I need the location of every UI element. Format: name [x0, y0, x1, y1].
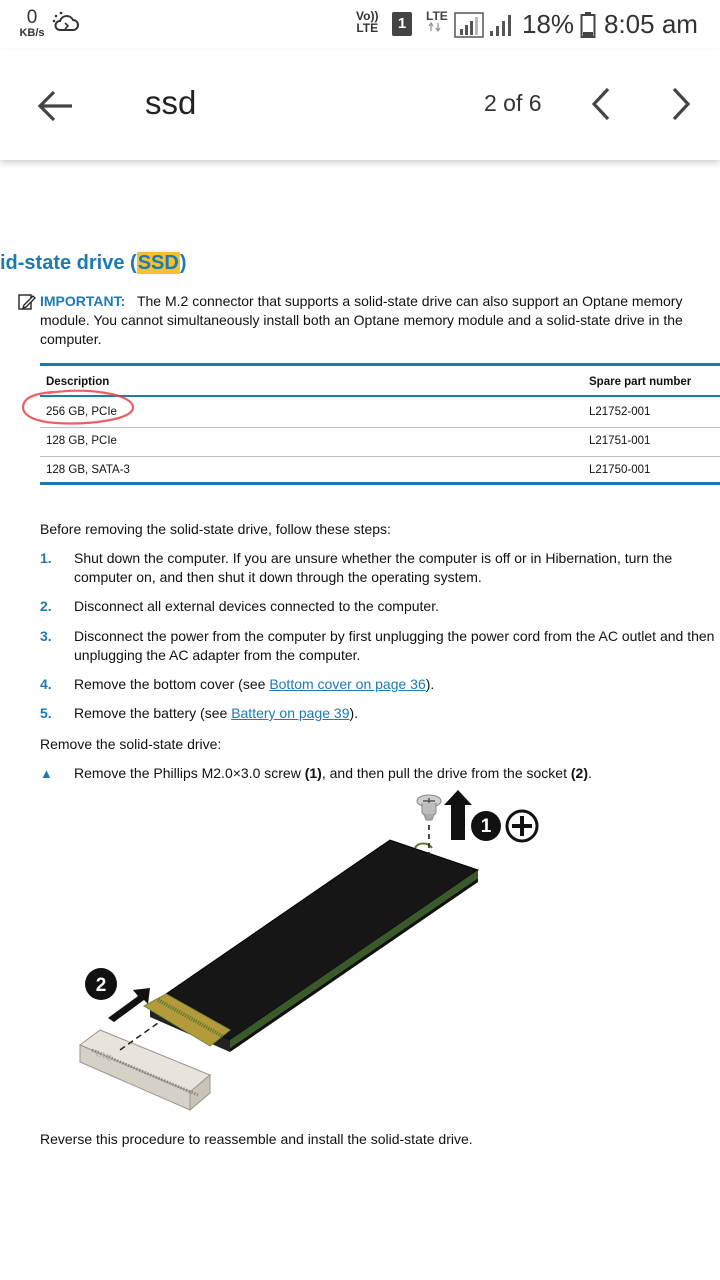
note-pencil-icon	[18, 293, 36, 311]
remove-step-ref-2: (2)	[570, 765, 588, 781]
page-indicator: 2 of 6	[484, 90, 542, 116]
important-label: IMPORTANT:	[40, 293, 126, 309]
callout-1-label: 1	[480, 816, 492, 837]
cell-description: 256 GB, PCIe	[46, 406, 117, 418]
loosen-screw-icon	[507, 811, 537, 841]
list-item	[40, 597, 720, 616]
signal-strength-icon-2	[488, 12, 516, 43]
network-speed-value: 0	[26, 7, 38, 28]
important-note	[18, 292, 718, 349]
volte-top-text: Vo))	[356, 9, 379, 23]
arrow-pull-icon	[108, 988, 150, 1022]
sync-cloud-icon	[52, 10, 80, 41]
section-title-prefix: id-state drive (	[0, 252, 137, 274]
remove-step-text-end: .	[588, 765, 592, 781]
step-text: Remove the battery (see	[74, 705, 232, 721]
arrow-left-icon	[36, 86, 76, 126]
table-row	[40, 426, 720, 455]
step-text: Shut down the computer. If you are unsure whether the computer is off or in Hibernation, turn the computer on, and then shut it down through the operating system.	[74, 550, 673, 585]
chevron-right-icon	[666, 86, 696, 122]
battery-icon	[580, 12, 596, 43]
data-arrows-icon	[426, 22, 444, 32]
table-header-row	[40, 367, 720, 396]
step-number: 2.	[40, 598, 52, 614]
table-row	[40, 455, 720, 484]
lte-text: LTE	[426, 9, 448, 23]
section-title-highlight: SSD	[137, 252, 179, 274]
remove-step	[40, 764, 720, 783]
cell-part-number: L21751-001	[589, 435, 651, 447]
cell-description: 128 GB, SATA-3	[46, 464, 130, 476]
table-bottom-rule	[40, 482, 720, 485]
app-bar	[0, 50, 720, 160]
battery-percentage: 18%	[522, 9, 575, 39]
remove-step-text: Remove the Phillips M2.0×3.0 screw	[74, 765, 305, 781]
remove-step-text-middle: , and then pull the drive from the socket	[321, 765, 571, 781]
remove-heading: Remove the solid-state drive:	[40, 736, 222, 752]
step-text-end: ).	[425, 676, 435, 692]
socket-lettering: LIVE	[94, 1048, 114, 1064]
section-title	[0, 252, 187, 275]
back-button[interactable]	[36, 86, 76, 126]
important-text: The M.2 connector that supports a solid-state drive can also support an Optane memory module. You cannot simultaneously install both an Optane memory module and a solid-state drive in the computer.	[40, 293, 683, 347]
table-row	[40, 397, 720, 426]
list-item	[40, 627, 720, 665]
step-text: Disconnect the power from the computer by first unplugging the power cord from the AC outlet and then unplugging the AC adapter from the computer.	[74, 628, 715, 663]
network-speed	[18, 8, 46, 39]
step-text: Disconnect all external devices connected to the computer.	[74, 598, 439, 614]
triangle-bullet-icon: ▲	[40, 766, 53, 781]
m2-socket	[80, 1030, 210, 1110]
ssd-removal-illustration	[60, 790, 560, 1120]
clock: 8:05 am	[604, 9, 698, 39]
remove-step-ref-1: (1)	[304, 765, 322, 781]
volte-indicator	[356, 10, 378, 34]
arrow-up-icon	[444, 790, 472, 840]
step-text-end: ).	[349, 705, 359, 721]
step-number: 1.	[40, 550, 52, 566]
column-header-description: Description	[46, 376, 110, 388]
document-title: ssd	[145, 84, 197, 121]
next-page-button[interactable]	[666, 86, 696, 122]
sim-slot-badge: 1	[392, 12, 412, 36]
bottom-cover-link[interactable]: Bottom cover on page 36	[269, 676, 426, 692]
list-item	[40, 549, 720, 587]
chevron-left-icon	[586, 86, 616, 122]
list-item	[40, 704, 720, 723]
network-speed-unit: KB/s	[19, 27, 45, 39]
ssd-drive	[144, 840, 478, 1052]
callout-2-label: 2	[95, 975, 107, 996]
cell-description: 128 GB, PCIe	[46, 435, 117, 447]
volte-bottom-text: LTE	[356, 21, 379, 35]
column-header-part-number: Spare part number	[589, 376, 692, 388]
section-title-suffix: )	[179, 252, 187, 274]
reverse-procedure-text: Reverse this procedure to reassemble and install the solid-state drive.	[40, 1131, 473, 1147]
document-page[interactable]	[0, 160, 720, 1280]
step-text: Remove the bottom cover (see	[74, 676, 270, 692]
battery-link[interactable]: Battery on page 39	[231, 705, 350, 721]
red-circle-annotation	[18, 388, 142, 428]
step-number: 4.	[40, 676, 52, 692]
step-number: 5.	[40, 705, 52, 721]
signal-strength-icon	[454, 12, 484, 43]
screw-icon	[417, 795, 441, 820]
cell-part-number: L21752-001	[589, 406, 651, 418]
before-steps-text: Before removing the solid-state drive, follow these steps:	[40, 521, 391, 537]
cell-part-number: L21750-001	[589, 464, 651, 476]
list-item	[40, 675, 720, 694]
step-number: 3.	[40, 628, 52, 644]
status-bar	[0, 0, 720, 50]
lte-indicator	[426, 10, 448, 34]
previous-page-button[interactable]	[586, 86, 616, 122]
table-top-rule	[40, 363, 720, 366]
